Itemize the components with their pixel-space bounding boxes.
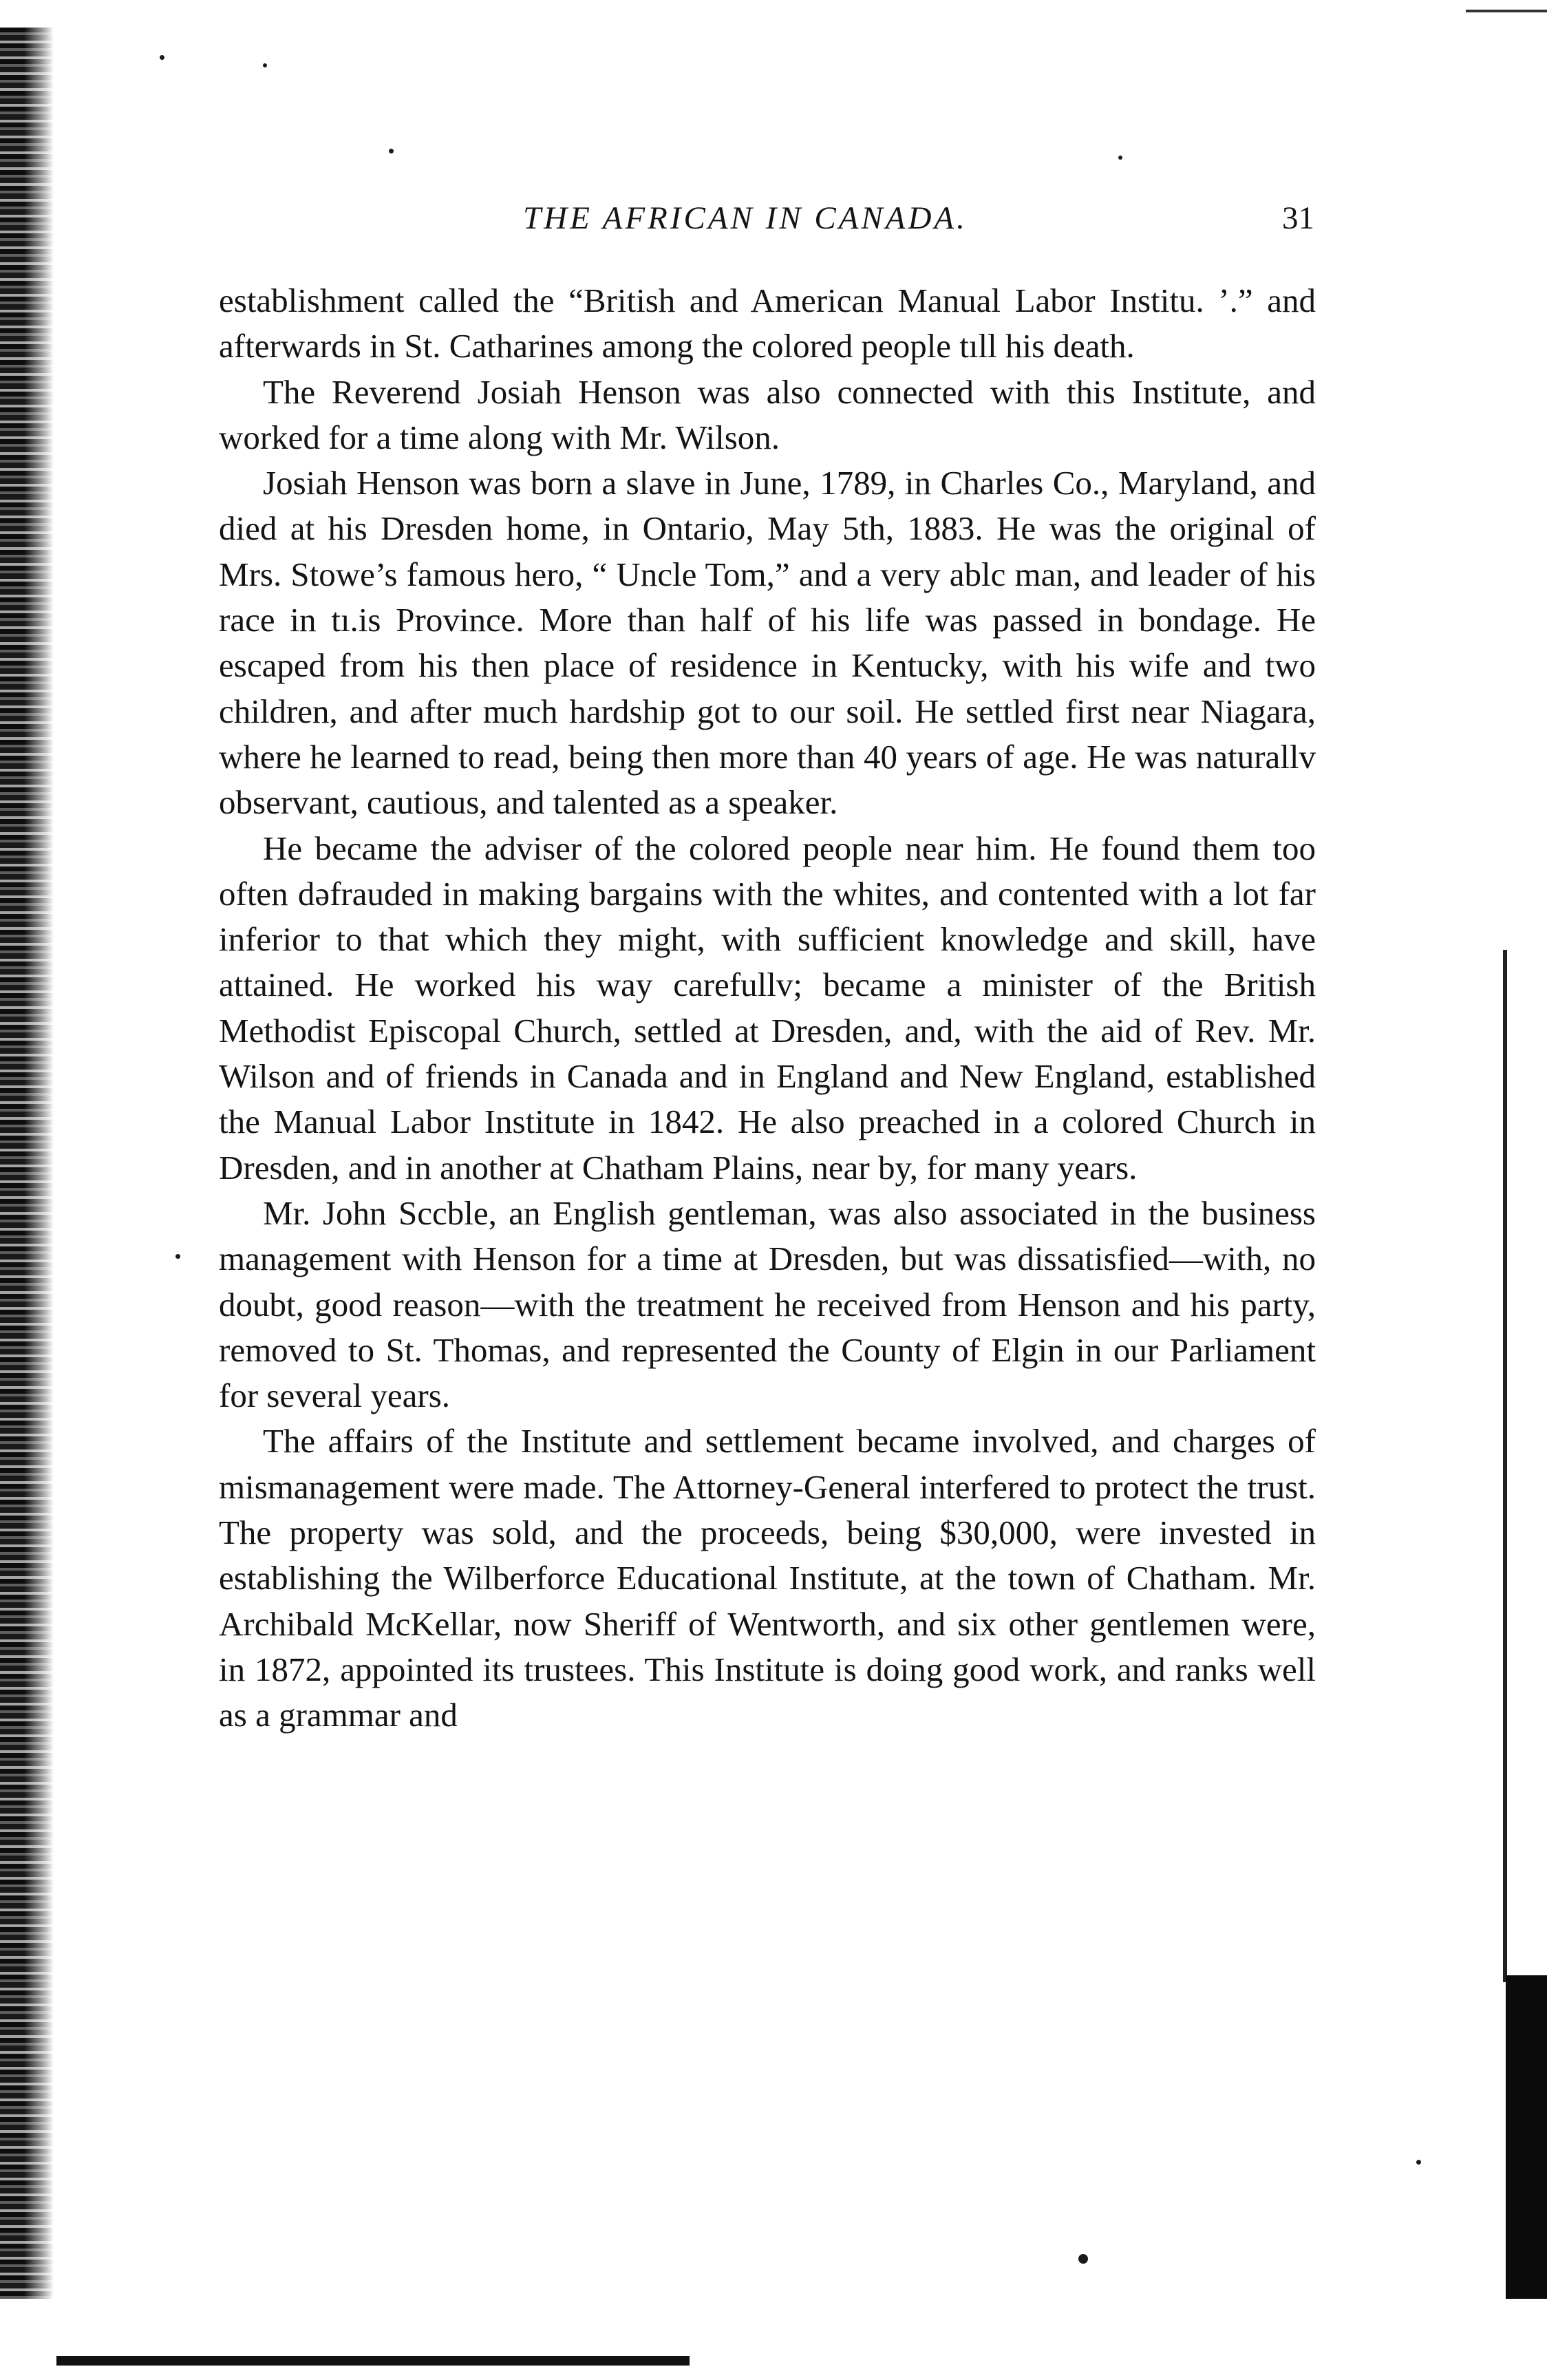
paragraph-john-scoble: Mr. John Sccble, an English gentleman, was also associated in the business management with Henson for a time at Dresden, but was dissatisfied—with, no doubt, good reason—with the treatment he received from Henson and his party, removed to St. Thomas, and represented the County of Elgin in our Parliament for several years. [219, 1193, 1316, 1415]
paragraph-henson-institute: The Reverend Josiah Henson was also connected with this Institute, and worked for a time along with Mr. Wilson. [219, 372, 1316, 456]
scan-speck [1118, 156, 1122, 160]
scan-speck [1416, 2160, 1421, 2165]
binding-edge-shadow [0, 28, 54, 2299]
scan-speck [389, 149, 394, 153]
paragraph-continuation: establishment called the “British and American Manual Labor Institu. ʼ.” and afterwards in St. Catharines among the colored people tıll his death. [219, 281, 1316, 365]
body-text [219, 278, 1316, 1739]
scan-speck [1078, 2254, 1088, 2264]
page-number: 31 [1282, 200, 1314, 236]
scan-speck [263, 63, 267, 67]
scan-speck [175, 1254, 180, 1259]
paragraph-henson-biography: Josiah Henson was born a slave in June, 1789, in Charles Co., Maryland, and died at his Dresden home, in Ontario, May 5th, 1883. He was the original of Mrs. Stowe’s famous hero, “ Uncle Tom,” and a very ablc man, and leader of his race in tı.is Province. More than half of his life was passed in bondage. He escaped from his then place of residence in Kentucky, with his wife and two children, and after much hardship got to our soil. He settled first near Niagara, where he learned to read, being then more than 40 years of age. He was naturallv observant, cautious, and talented as a speaker. [219, 464, 1316, 822]
page-header [220, 200, 1314, 255]
scan-corner-mark [1466, 10, 1547, 12]
scan-bottom-edge-bar [56, 2356, 690, 2366]
paragraph-institute-affairs: The affairs of the Institute and settlement became involved, and charges of mismanagement were made. The Attorney-General interfered to protect the trust. The property was sold, and the proceeds, being $30,000, were invested in establishing the Wilberforce Educational Institute, at the town of Chatham. Mr. Archibald McKellar, now Sheriff of Wentworth, and six other gentlemen were, in 1872, appointed its trustees. This Institute is doing good work, and ranks well as a grammar and [219, 1422, 1316, 1734]
scan-right-edge-line [1503, 950, 1507, 1982]
scan-speck [160, 55, 164, 60]
scan-right-edge-bar [1506, 1975, 1547, 2299]
running-head: THE AFRICAN IN CANADA. [523, 200, 968, 236]
paragraph-henson-adviser: He became the adviser of the colored people near him. He found them too often dəfrauded in making bargains with the whites, and contented with a lot far inferior to that which they might, with sufficient knowledge and skill, have attained. He worked his way carefullv; became a minister of the British Methodist Episcopal Church, settled at Dresden, and, with the aid of Rev. Mr. Wilson and of friends in Canada and in England and New England, established the Manual Labor Institute in 1842. He also preached in a colored Church in Dresden, and in another at Chatham Plains, near by, for many years. [219, 829, 1316, 1187]
